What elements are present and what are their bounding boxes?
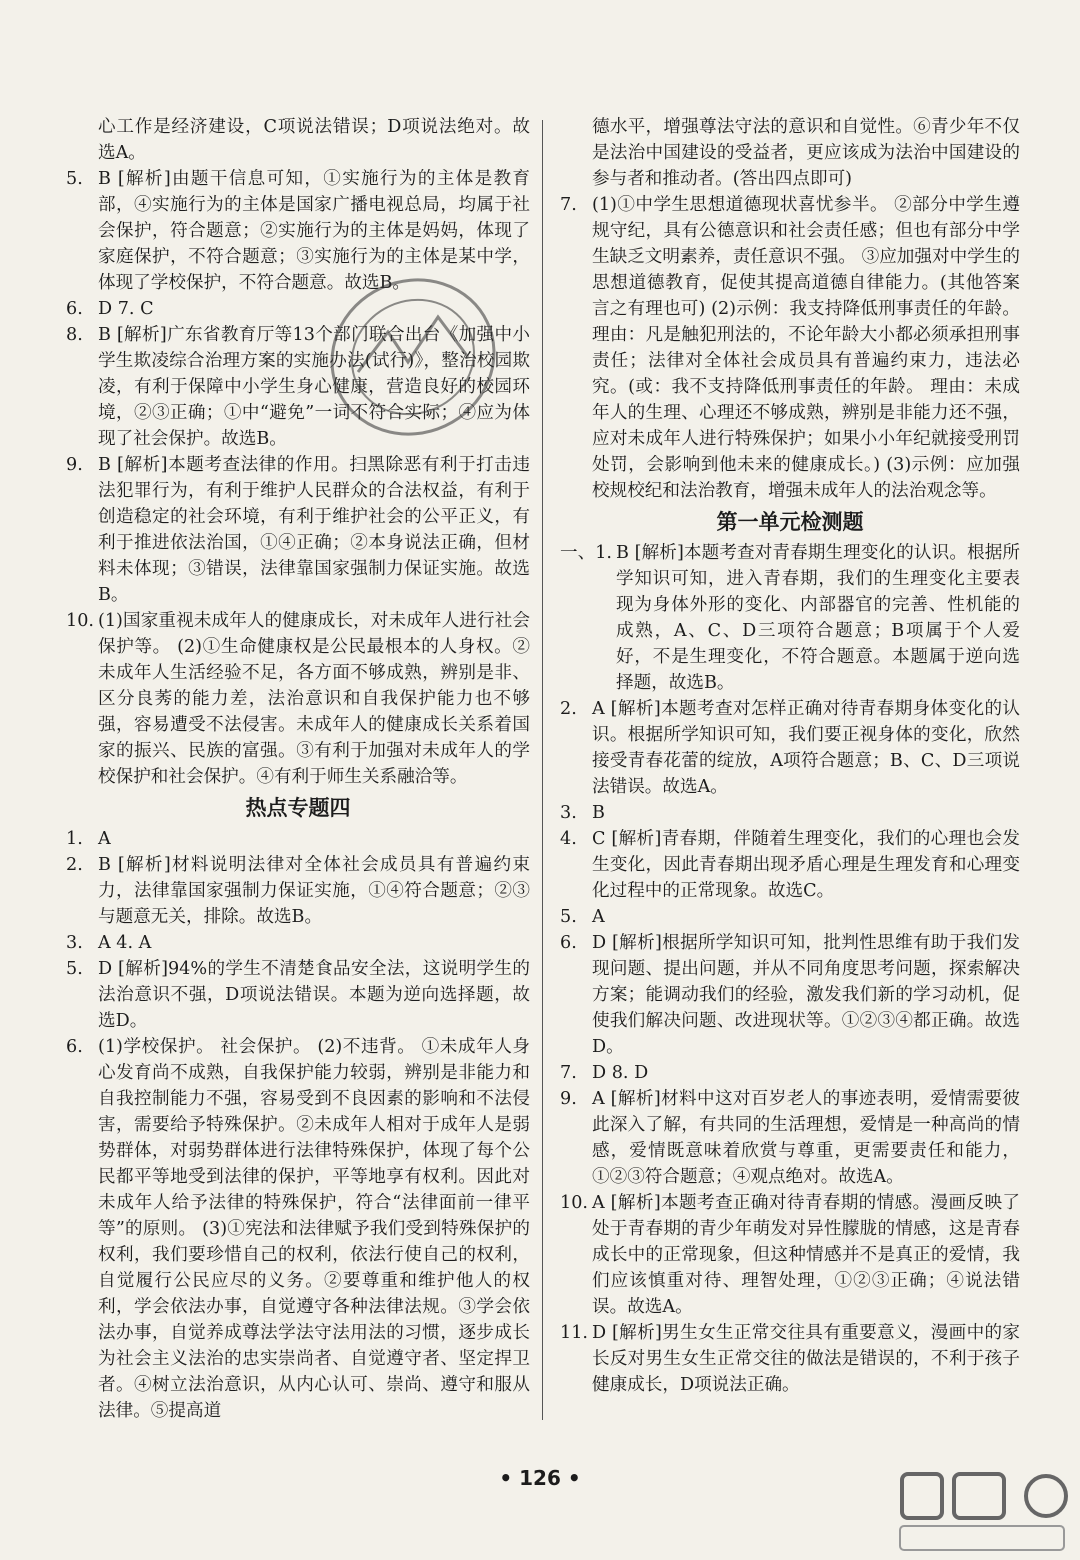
item-text: A xyxy=(98,829,111,849)
answer-item xyxy=(66,608,530,790)
answer-item xyxy=(560,904,1020,930)
answer-item xyxy=(560,1060,1020,1086)
answer-item xyxy=(560,930,1020,1060)
item-number: 6. xyxy=(66,299,83,319)
answer-item xyxy=(560,192,1020,504)
item-text: D 7. C xyxy=(98,299,154,319)
item-number: 4. xyxy=(560,829,577,849)
answer-item xyxy=(66,166,530,296)
item-number: 2. xyxy=(560,699,577,719)
answer-item xyxy=(66,852,530,930)
item-number: 6. xyxy=(66,1037,83,1057)
item-number: 1. xyxy=(66,829,83,849)
continued-text: 心工作是经济建设，C项说法错误；D项说法绝对。故选A。 xyxy=(98,117,530,163)
item-number: 9. xyxy=(66,455,83,475)
item-text: D [解析]根据所学知识可知，批判性思维有助于我们发现问题、提出问题，并从不同角度思考问题，探索解决方案；能调动我们的经验，激发我们新的学习动机，促使我们解决问题、改进现状等。①②③④都正确。故选D。 xyxy=(592,933,1020,1057)
answer-item xyxy=(560,800,1020,826)
item-text: B [解析]本题考查对青春期生理变化的认识。根据所学知识可知，进入青春期，我们的生理变化主要表现为身体外形的变化、内部器官的完善、性机能的成熟，A、C、D三项符合题意；B项属于个人爱好，不是生理变化，不符合题意。本题属于逆向选择题，故选B。 xyxy=(616,543,1020,693)
item-text: B [解析]材料说明法律对全体社会成员具有普遍约束力，法律靠国家强制力保证实施，①④符合题意；②③与题意无关，排除。故选B。 xyxy=(98,855,530,927)
watermark-logo xyxy=(896,1468,1068,1554)
item-text: B [解析]由题干信息可知，①实施行为的主体是教育部，④实施行为的主体是国家广播电视总局，均属于社会保护，符合题意；②实施行为的主体是妈妈，体现了家庭保护，不符合题意；③实施行为的主体是某中学，体现了学校保护，不符合题意。故选B。 xyxy=(98,169,530,293)
answer-item xyxy=(560,826,1020,904)
item-number: 9. xyxy=(560,1089,577,1109)
section-title: 第一单元检测题 xyxy=(716,510,864,534)
answer-item xyxy=(560,1190,1020,1320)
item-number: 10. xyxy=(66,611,94,631)
item-number: 6. xyxy=(560,933,577,953)
item-text: (1)学校保护。 社会保护。 (2)不违背。 ①未成年人身心发育尚不成熟，自我保护能力较弱，辨别是非能力和自我控制能力不强，容易受到不良因素的影响和不法侵害，需要给予特殊保护。②未成年人相对于成年人是弱势群体，对弱势群体进行法律特殊保护，体现了每个公民都平等地受到法律的保护，平等地享有权利。因此对未成年人给予法律的特殊保护，符合“法律面前一律平等”的原则。 (3)①宪法和法律赋予我们受到特殊保护的权利，我们要珍惜自己的权利，依法行使自己的权利，自觉履行公民应尽的义务。②要尊重和维护他人的权利，学会依法办事，自觉遵守各种法律法规。③学会依法办事，自觉养成尊法学法守法用法的习惯，逐步成长为社会主义法治的忠实崇尚者、自觉遵守者、坚定捍卫者。④树立法治意识，从内心认可、崇尚、遵守和服从法律。⑤提高道 xyxy=(98,1037,530,1421)
item-text: C [解析]青春期，伴随着生理变化，我们的心理也会发生变化，因此青春期出现矛盾心理是生理发育和心理变化过程中的正常现象。故选C。 xyxy=(592,829,1020,901)
item-text: (1)①中学生思想道德现状喜忧参半。 ②部分中学生遵规守纪，具有公德意识和社会责任感；但也有部分中学生缺乏文明素养，责任意识不强。 ③应加强对中学生的思想道德教育，促使其提高道德自律能力。(其他答案言之有理也可) (2)示例：我支持降低刑事责任的年龄。 理由：凡是触犯刑法的，不论年龄大小都必须承担刑事责任；法律对全体社会成员具有普遍约束力，违法必究。(或：我不支持降低刑事责任的年龄。 理由：未成年人的生理、心理还不够成熟，辨别是非能力还不强，应对未成年人进行特殊保护；如果小小年纪就接受刑罚处罚，会影响到他未来的健康成长。) (3)示例：应加强校规校纪和法治教育，增强未成年人的法治观念等。 xyxy=(592,195,1020,501)
item-number: 5. xyxy=(66,169,83,189)
continued-text: 德水平，增强尊法守法的意识和自觉性。⑥青少年不仅是法治中国建设的受益者，更应该成为法治中国建设的参与者和推动者。(答出四点即可) xyxy=(592,117,1020,189)
item-number: 3. xyxy=(560,803,577,823)
column-divider xyxy=(542,120,543,1420)
answer-item xyxy=(560,1086,1020,1190)
item-text: (1)国家重视未成年人的健康成长，对未成年人进行社会保护等。 (2)①生命健康权是公民最根本的人身权。②未成年人生活经验不足，各方面不够成熟，辨别是非、区分良莠的能力差，法治意识和自我保护能力也不够强，容易遭受不法侵害。未成年人的健康成长关系着国家的振兴、民族的富强。③有利于加强对未成年人的学校保护和社会保护。④有利于师生关系融洽等。 xyxy=(98,611,530,787)
item-number: 5. xyxy=(560,907,577,927)
answer-item xyxy=(560,540,1020,696)
item-text: B [解析]广东省教育厅等13个部门联合出台《加强中小学生欺凌综合治理方案的实施办法(试行)》，整治校园欺凌，有利于保障中小学生身心健康，营造良好的校园环境，②③正确；①中“避免”一词不符合实际；④应为体现了社会保护。故选B。 xyxy=(98,325,530,449)
item-text: A [解析]本题考查对怎样正确对待青春期身体变化的认识。根据所学知识可知，我们要正视身体的变化，欣然接受青春花蕾的绽放，A项符合题意；B、C、D三项说法错误。故选A。 xyxy=(592,699,1020,797)
answer-item xyxy=(66,930,530,956)
item-number: 一、1. xyxy=(560,543,612,563)
answer-item xyxy=(66,956,530,1034)
answer-item xyxy=(66,296,530,322)
item-text: A 4. A xyxy=(98,933,152,953)
item-number: 8. xyxy=(66,325,83,345)
item-text: D [解析]94%的学生不清楚食品安全法，这说明学生的法治意识不强，D项说法错误。本题为逆向选择题，故选D。 xyxy=(98,959,530,1031)
item-text: A xyxy=(592,907,605,927)
item-text: D [解析]男生女生正常交往具有重要意义，漫画中的家长反对男生女生正常交往的做法是错误的，不利于孩子健康成长，D项说法正确。 xyxy=(592,1323,1020,1395)
item-text: B xyxy=(592,803,605,823)
section-title: 热点专题四 xyxy=(245,796,351,820)
item-number: 5. xyxy=(66,959,83,979)
right-column xyxy=(560,114,1020,1398)
answer-item xyxy=(560,1320,1020,1398)
answer-item xyxy=(66,322,530,452)
item-number: 11. xyxy=(560,1323,588,1343)
item-number: 7. xyxy=(560,1063,577,1083)
left-column xyxy=(66,114,530,1424)
item-text: B [解析]本题考查法律的作用。扫黑除恶有利于打击违法犯罪行为，有利于维护人民群众的合法权益，有利于创造稳定的社会环境，有利于维护社会的公平正义，有利于推进依法治国，①④正确；②本身说法正确，但材料未体现；③错误，法律靠国家强制力保证实施。故选B。 xyxy=(98,455,530,605)
answer-item xyxy=(66,452,530,608)
item-text: A [解析]材料中这对百岁老人的事迹表明，爱情需要彼此深入了解，有共同的生活理想，爱情是一种高尚的情感，爱情既意味着欣赏与尊重，更需要责任和能力，①②③符合题意；④观点绝对。故选A。 xyxy=(592,1089,1020,1187)
item-number: 3. xyxy=(66,933,83,953)
answer-item xyxy=(66,1034,530,1424)
item-text: D 8. D xyxy=(592,1063,649,1083)
item-number: 7. xyxy=(560,195,577,215)
answer-item xyxy=(66,826,530,852)
answer-item xyxy=(560,696,1020,800)
item-text: A [解析]本题考查正确对待青春期的情感。漫画反映了处于青春期的青少年萌发对异性朦胧的情感，这是青春成长中的正常现象，但这种情感并不是真正的爱情，我们应该慎重对待、理智处理，①②③正确；④说法错误。故选A。 xyxy=(592,1193,1020,1317)
page-number: • 126 • xyxy=(499,1466,581,1490)
item-number: 2. xyxy=(66,855,83,875)
item-number: 10. xyxy=(560,1193,588,1213)
